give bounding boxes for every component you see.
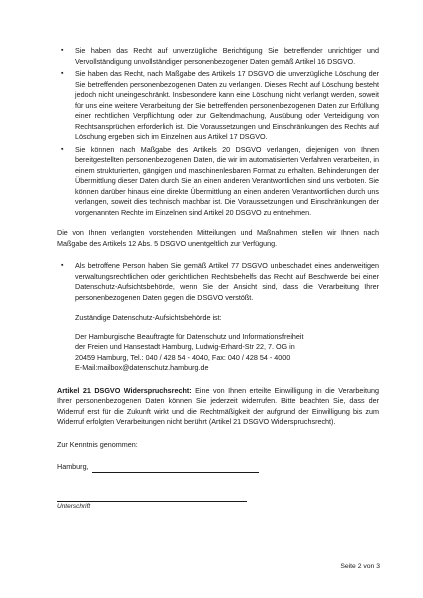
authority-heading: Zuständige Datenschutz-Aufsichtsbehörde ist: xyxy=(75,313,222,322)
list-item-correction: ▪ Sie haben das Recht auf unverzügliche Berichtigung Sie betreffender unrichtiger und Vervollständigung unvollständiger personenbezogener Daten gemäß Artikel 16 DSGVO. xyxy=(57,46,379,67)
withdrawal-lead: Artikel 21 DSGVO Widerspruchsrecht: xyxy=(57,385,192,395)
signature-label: Unterschrift xyxy=(57,502,91,510)
authority-line: 20459 Hamburg, Tel.: 040 / 428 54 - 4040, Fax: 040 / 428 54 - 4000 xyxy=(75,352,291,362)
rights-list-1 xyxy=(57,46,379,218)
list-item-complaint: ▪ Als betroffene Person haben Sie gemäß Artikel 77 DSGVO unbeschadet eines anderweitigen verwaltungsrechtlichen oder gerichtlichen Rechtsbehelfs das Recht auf Beschwerde bei einer Datenschutz-Aufsichtsbehörde, wenn Sie der Ansicht sind, dass die Verarbeitung Ihrer personenbezogenen Daten gegen die DSGVO verstößt. xyxy=(57,261,379,303)
place-label: Hamburg, xyxy=(57,462,89,471)
list-item-portability: ▪ Sie können nach Maßgabe des Artikels 20 DSGVO verlangen, diejenigen von Ihnen bereitgestellten personenbezogenen Daten, die wir im automatisierten Verfahren verarbeiten, in einem strukturierten, gängigen und maschinenlesbaren Format zu erhalten. Behinderungen der Übermittlung dieser Daten durch Sie an einen anderen Verantwortlichen sind uns verboten. Sie können darüber hinaus eine direkte Übermittlung an einen anderen Verantwortlichen durch uns verlangen, soweit dies technisch machbar ist. Die Voraussetzungen und Einschränkungen der vorgenannten Rechte im Einzelnen sind Artikel 20 DSGVO zu entnehmen. xyxy=(57,145,379,219)
signature-block xyxy=(57,501,379,511)
authority-line: Der Hamburgische Beauftragte für Datenschutz und Informationsfreiheit xyxy=(75,331,304,341)
place-date-row xyxy=(57,462,379,473)
authority-block xyxy=(57,313,379,374)
authority-line: der Freien und Hansestadt Hamburg, Ludwig-Erhard-Str 22, 7. OG in xyxy=(75,342,295,351)
authority-email: E-Mail:mailbox@datenschutz.hamburg.de xyxy=(75,363,209,372)
rights-list-2 xyxy=(57,261,379,303)
noted-label: Zur Kenntnis genommen: xyxy=(57,439,138,449)
withdrawal-text: Eine von Ihnen erteilte Einwilligung in die Verarbeitung Ihrer personenbezogenen Daten können Sie jederzeit widerrufen. Bitte beachten Sie, dass der Widerruf erst für die Zukunft wirkt und die Rechtmäßigkeit der aufgrund der Einwilligung bis zum Widerruf erfolgten Verarbeitungen nicht berührt (Artikel 21 DSGVO Widerspruchsrecht). xyxy=(57,385,379,426)
list-item-erasure: ▪ Sie haben das Recht, nach Maßgabe des Artikels 17 DSGVO die unverzügliche Löschung der Sie betreffenden personenbezogenen Daten zu verlangen. Dieses Recht auf Löschung besteht jedoch nicht uneingeschränkt. Insbesondere kann eine Löschung nicht verlangt werden, soweit für uns eine weitere Verarbeitung der Sie betreffenden personenbezogenen Daten zur Erfüllung einer rechtlichen Verpflichtung oder zur Geltendmachung, Ausübung oder Verteidigung von Rechtsansprüchen erforderlich ist. Die Voraussetzungen und Einschränkungen des Rechts auf Löschung ergeben sich im Einzelnen aus Artikel 17 DSGVO. xyxy=(57,69,379,143)
page-number: Seite 2 von 3 xyxy=(340,563,380,570)
page-content xyxy=(57,46,379,511)
place-date-field[interactable] xyxy=(92,464,259,473)
withdrawal-paragraph xyxy=(57,386,379,428)
free-of-charge-paragraph: Die von Ihnen verlangten vorstehenden Mitteilungen und Maßnahmen stellen wir Ihnen nach Maßgabe des Artikels 12 Abs. 5 DSGVO unentgeltlich zur Verfügung. xyxy=(57,228,379,248)
